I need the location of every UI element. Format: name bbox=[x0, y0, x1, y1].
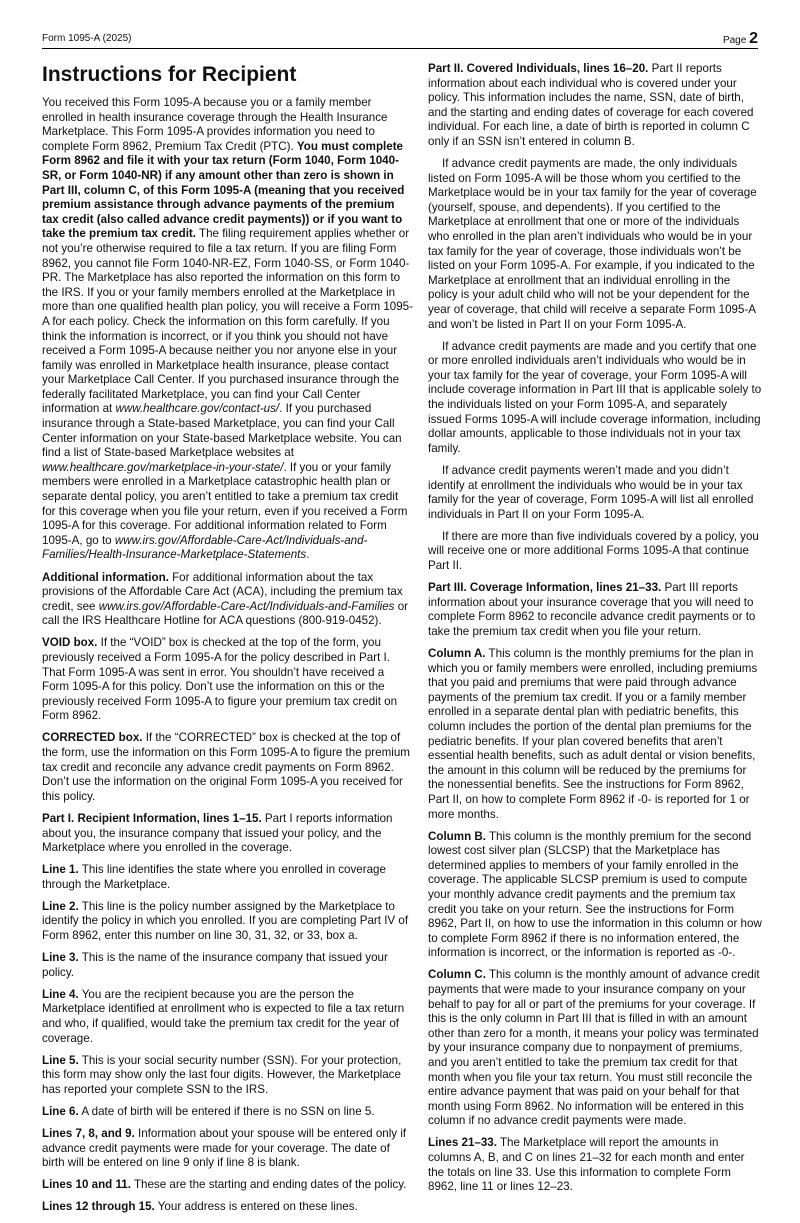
web-link[interactable]: www.irs.gov/Affordable-Care-Act/Individuals-and-Families bbox=[98, 599, 395, 613]
paragraph bbox=[428, 1136, 762, 1194]
paragraph-text: If the “CORRECTED” box is checked at the top of the form, use the information on this Form 1095-A to figure the premium tax credit and reconcile any advance credit payments on Form 8962. Don’t use the information on the original Form 1095-A you received for this policy. bbox=[42, 731, 410, 803]
paragraph-heading: Lines 7, 8, and 9. bbox=[42, 1127, 135, 1141]
paragraph-text: You received this Form 1095-A because you or a family member enrolled in health insurance coverage through the Health Insurance Marketplace. This Form 1095-A provides information you need to complete Form 8962, Premium Tax Credit (PTC). bbox=[42, 96, 388, 153]
left-column bbox=[42, 62, 414, 1223]
paragraph bbox=[42, 812, 414, 856]
paragraph-text: This column is the monthly amount of advance credit payments that were made to your insurance company on your behalf to pay for all or part of the premiums for your coverage. If this is the only column in Part III that is filled in with an amount other than zero for a month, it means your policy was terminated by your insurance company due to nonpayment of premiums, and you aren’t entitled to take the premium tax credit for that month when you file your tax return. You must still reconcile the entire advance payment that was paid on your behalf for that month using Form 8962. No information will be entered in this column if no advance credit payments were made. bbox=[428, 968, 760, 1128]
paragraph-heading: Lines 21–33. bbox=[428, 1136, 497, 1150]
paragraph-heading: Part I. Recipient Information, lines 1–15. bbox=[42, 811, 262, 825]
paragraph-heading: Part III. Coverage Information, lines 21–33. bbox=[428, 581, 662, 595]
paragraph-text: Information about your spouse will be entered only if advance credit payments were made for your coverage. The date of birth will be entered on line 9 only if line 8 is blank. bbox=[42, 1127, 407, 1170]
paragraph-text: This column is the monthly premium for the second lowest cost silver plan (SLCSP) that the Marketplace has determined applies to members of your family enrolled in the coverage. The applicable SLCSP premium is used to compute your monthly advance credit payments and the premium tax credit you take on your return. See the instructions for Form 8962, Part II, on how to use the information in this column or how to complete Form 8962 if there is no information entered, the information is incorrect, or the information is reported as -0-. bbox=[428, 829, 762, 960]
paragraph-text: . bbox=[306, 548, 310, 562]
paragraph-text: If advance credit payments weren’t made and you didn’t identify at enrollment the individuals who would be in your tax family for the year of coverage, Form 1095-A will list all enrolled individuals in Part II on your Form 1095-A. bbox=[428, 463, 754, 521]
paragraph bbox=[428, 62, 762, 150]
paragraph-heading: Line 6. bbox=[42, 1105, 79, 1118]
paragraph bbox=[42, 900, 414, 944]
paragraph-text: A date of birth will be entered if there is no SSN on line 5. bbox=[78, 1105, 375, 1118]
paragraph-text: You are the recipient because you are the person the Marketplace identified at enrollment who is expected to file a tax return and who, if qualified, would take the premium tax credit for the year of coverage. bbox=[42, 987, 405, 1045]
paragraph-heading: Line 5. bbox=[42, 1053, 79, 1067]
paragraph bbox=[428, 157, 762, 332]
paragraph-heading: You must complete Form 8962 and file it with your tax return (Form 1040, Form 1040-SR, or Form 1040-NR) if any amount other than zero is shown in Part III, column C, of this Form 1095-A (meaning that you received premium assistance through advance payments of the premium tax credit (also called advance credit payments)) or if you want to take the premium tax credit. bbox=[42, 139, 405, 241]
paragraph-text: If the “VOID” box is checked at the top of the form, you previously received a Form 1095-A for the policy described in Part I. That Form 1095-A was sent in error. You shouldn’t have received a Form 1095-A for this policy. Don’t use the information on this or the previously received Form 1095-A to figure your premium tax credit on Form 8962. bbox=[42, 636, 398, 723]
paragraph-text: The Marketplace will report the amounts in columns A, B, and C on lines 21–32 for each month and enter the totals on line 33. Use this information to complete Form 8962, line 11 or lines 12–23. bbox=[428, 1136, 745, 1194]
paragraph bbox=[42, 1105, 414, 1120]
paragraph-text: Part I reports information about you, the insurance company that issued your policy, and the Marketplace where you enrolled in the coverage. bbox=[42, 811, 393, 855]
paragraph bbox=[42, 636, 414, 724]
paragraph-text: The filing requirement applies whether or not you’re otherwise required to file a tax return. If you are filing Form 8962, you cannot file Form 1040-NR-EZ, Form 1040-SS, or Form 1040-PR. The Marketplace has also reported the information on this form to the IRS. If you or your family members enrolled at the Marketplace in more than one qualified health plan policy, you will receive a Form 1095-A for each policy. Check the information on this form carefully. If you think the information is incorrect, or if you think you should not have received a Form 1095-A because neither you nor anyone else in your family was enrolled in Marketplace health insurance, please contact your Marketplace Call Center. If you purchased insurance through the federally facilitated Marketplace, you can find your Call Center information at bbox=[42, 227, 413, 416]
paragraph bbox=[42, 1127, 414, 1171]
web-link[interactable]: www.irs.gov/Affordable-Care-Act/Individuals-and-Families/Health-Insurance-Marketplace-Statements bbox=[42, 533, 368, 562]
page-num: 2 bbox=[749, 30, 758, 47]
paragraph-text: If there are more than five individuals covered by a policy, you will receive one or more additional Forms 1095-A that continue Part II. bbox=[428, 529, 759, 572]
paragraph-text: Part II reports information about each individual who is covered under your policy. This information includes the name, SSN, date of birth, and the starting and ending dates of coverage for each covered individual. For each line, a date of birth is reported in column C only if an SSN isn’t entered in column B. bbox=[428, 62, 754, 148]
paragraph-text: This line identifies the state where you enrolled in coverage through the Marketplace. bbox=[42, 863, 386, 891]
paragraph-heading: Line 2. bbox=[42, 899, 79, 913]
paragraph-heading: Line 1. bbox=[42, 863, 79, 877]
paragraph bbox=[428, 647, 762, 822]
paragraph-text: This is your social security number (SSN). For your protection, this form may show only the last four digits. However, the Marketplace has reported your complete SSN to the IRS. bbox=[42, 1053, 402, 1096]
paragraph bbox=[42, 571, 414, 629]
paragraph-text: Your address is entered on these lines. bbox=[154, 1200, 358, 1214]
paragraph-heading: Additional information. bbox=[42, 570, 169, 584]
paragraph bbox=[42, 731, 414, 804]
page-label: Page bbox=[722, 35, 747, 46]
paragraph bbox=[428, 581, 762, 639]
paragraph-heading: Lines 12 through 15. bbox=[42, 1200, 155, 1214]
paragraph bbox=[42, 1200, 414, 1215]
paragraph-text: Part III reports information about your insurance coverage that you will need to complete Form 8962 to reconcile advance credit payments or to take the premium tax credit when you file your return. bbox=[428, 581, 756, 638]
paragraph-text: This is the name of the insurance company that issued your policy. bbox=[42, 951, 388, 979]
paragraph bbox=[42, 1054, 414, 1098]
web-link[interactable]: www.healthcare.gov/contact-us/ bbox=[115, 402, 280, 416]
paragraph bbox=[42, 1178, 414, 1193]
paragraph-text: . If you purchased insurance through a State-based Marketplace, you can find your Call Center information on your State-based Marketplace website. You can find a list of State-based Marketplace websites at bbox=[42, 402, 402, 460]
paragraph-heading: CORRECTED box. bbox=[42, 731, 143, 745]
page-number bbox=[723, 30, 758, 48]
paragraph bbox=[428, 464, 762, 522]
paragraph-heading: Part II. Covered Individuals, lines 16–20. bbox=[428, 62, 649, 75]
page-header bbox=[42, 30, 758, 49]
paragraph-text: For additional information about the tax provisions of the Affordable Care Act (ACA), including the premium tax credit, see bbox=[42, 570, 403, 613]
paragraph-heading: Line 4. bbox=[42, 987, 79, 1001]
paragraph-text: If advance credit payments are made and you certify that one or more enrolled individuals aren’t individuals who would be in your tax family for the year of coverage, your Form 1095-A will include coverage information in Part III that is applicable solely to the individuals listed on your Form 1095-A, and separately issued Forms 1095-A will include coverage information, including dollar amounts, applicable to those individuals not in your tax family. bbox=[428, 339, 762, 455]
paragraph-text: or call the IRS Healthcare Hotline for ACA questions (800-919-0452). bbox=[42, 599, 408, 628]
paragraph bbox=[428, 968, 762, 1129]
paragraph bbox=[428, 340, 762, 457]
right-column bbox=[428, 62, 762, 1202]
form-name: Form 1095-A (2025) bbox=[42, 33, 132, 44]
paragraph-heading: Column B. bbox=[428, 829, 486, 843]
paragraph-text: If advance credit payments are made, the only individuals listed on Form 1095-A will be those whom you certified to the Marketplace would be in your tax family for the year of coverage (yourself, spouse, and dependents). If you certified to the Marketplace at enrollment that one or more of the individuals who enrolled in the plan aren’t individuals who would be in your tax family for the year of coverage, those individuals won’t be listed on your Form 1095-A. For example, if you indicated to the Marketplace at enrollment that an individual enrolling in the policy is your adult child who will not be your dependent for the year of coverage, that child will receive a separate Form 1095-A and won’t be listed in Part II on your Form 1095-A. bbox=[428, 157, 757, 331]
paragraph-text: These are the starting and ending dates of the policy. bbox=[130, 1178, 407, 1192]
paragraph-heading: Lines 10 and 11. bbox=[42, 1178, 131, 1192]
paragraph-text: This column is the monthly premiums for the plan in which you or family members were enrolled, including premiums that you paid and premiums that were paid through advance payments of the premium tax credit. If you or a family member enrolled in a separate dental plan with pediatric benefits, this column includes the portion of the dental plan premiums for the pediatric benefits. If your plan covered benefits that aren’t essential health benefits, such as adult dental or vision benefits, the amount in this column will be reduced by the premiums for the nonessential benefits. See the instructions for Form 8962, Part II, on how to complete Form 8962 if -0- is reported for 1 or more months. bbox=[428, 646, 758, 821]
paragraph bbox=[42, 951, 414, 980]
page-title: Instructions for Recipient bbox=[42, 63, 297, 86]
web-link[interactable]: www.healthcare.gov/marketplace-in-your-state/ bbox=[42, 460, 284, 474]
paragraph-heading: Column C. bbox=[428, 968, 486, 982]
paragraph bbox=[42, 96, 414, 563]
paragraph-heading: Column A. bbox=[428, 646, 486, 660]
paragraph-text: This line is the policy number assigned by the Marketplace to identify the policy in which you enrolled. If you are completing Part IV of Form 8962, enter this number on line 30, 31, 32, or 33, box a. bbox=[42, 899, 409, 943]
paragraph-heading: VOID box. bbox=[42, 636, 98, 650]
paragraph bbox=[42, 988, 414, 1046]
paragraph-text: . If you or your family members were enrolled in a Marketplace catastrophic health plan or separate dental policy, you aren’t entitled to take a premium tax credit for this coverage when you file your return, even if you received a Form 1095-A for this coverage. For additional information related to Form 1095-A, go to bbox=[42, 460, 408, 547]
paragraph bbox=[428, 530, 762, 574]
paragraph bbox=[42, 863, 414, 892]
paragraph-heading: Line 3. bbox=[42, 951, 79, 965]
paragraph bbox=[428, 830, 762, 961]
